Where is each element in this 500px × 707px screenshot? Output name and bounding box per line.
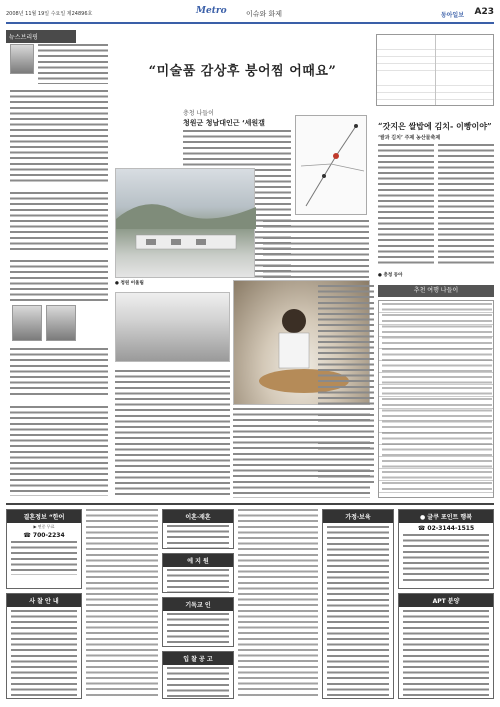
ad-point-phone: ☎ 02-3144-1515 xyxy=(417,525,475,532)
ad-apartment[interactable] xyxy=(398,593,494,699)
ad-point-title: ● 글쿠 포인트 행복 xyxy=(399,510,493,523)
ad-family-title: 가정‧보육 xyxy=(323,510,393,523)
section-title: Metro xyxy=(196,6,227,16)
travel-box-title: 추천 여행 나들이 xyxy=(378,285,494,297)
travel-listing-text xyxy=(382,303,492,493)
ad-column-4 xyxy=(238,509,318,699)
ad-point-text xyxy=(403,534,489,584)
page-header xyxy=(6,6,494,24)
brief-text-3 xyxy=(10,192,108,252)
right-text-1 xyxy=(378,144,434,264)
body-text-left xyxy=(115,370,230,498)
ad-temple[interactable] xyxy=(6,593,82,699)
portrait-photo-2 xyxy=(12,305,42,341)
map-lines-icon xyxy=(296,116,368,216)
gallery-landscape-photo xyxy=(115,168,255,278)
ad-wedding[interactable] xyxy=(6,509,82,589)
ad-wedding-phone: ☎ 700-2234 xyxy=(23,532,65,539)
ad-bid-text xyxy=(167,667,229,699)
ad-temple-text xyxy=(11,610,77,698)
portrait-photo xyxy=(10,44,34,74)
brief-text-2 xyxy=(10,90,108,182)
ad-column-2 xyxy=(86,509,158,699)
ad-agency-title: 에 지 원 xyxy=(163,554,233,567)
info-table xyxy=(376,34,494,106)
middle-text xyxy=(318,285,374,485)
portrait-photo-3 xyxy=(46,305,76,341)
section-tag-bottom: ● 청원 어울림 xyxy=(115,281,144,286)
ad-bid-title: 입 찰 공 고 xyxy=(163,652,233,665)
interior-photo xyxy=(115,292,230,362)
ad-family-text xyxy=(327,526,389,698)
brief-text-4 xyxy=(10,260,108,302)
main-title: 청원군 청남대인근 ‘세원갤 xyxy=(183,119,265,127)
ad-remarriage-title: 이혼‧재혼 xyxy=(163,510,233,523)
subsection-title: 이슈와 화제 xyxy=(246,10,283,18)
left-column xyxy=(6,30,110,500)
issue-date: 2008년 11월 19일 수요일 제24896호 xyxy=(6,11,93,17)
landscape-graphic xyxy=(116,169,256,279)
ad-wedding-text xyxy=(11,541,77,575)
ad-christian[interactable] xyxy=(162,597,234,647)
page-number: A23 xyxy=(474,7,494,17)
ad-point[interactable] xyxy=(398,509,494,589)
right-subline: ‘쌀과 김치’ 주제 농산물축제 xyxy=(378,135,441,141)
ad-apartment-text xyxy=(403,610,489,698)
ad-family[interactable] xyxy=(322,509,394,699)
brief-text-5 xyxy=(10,348,108,398)
ad-wedding-title: 결혼정보 “한어 xyxy=(7,510,81,523)
ad-apartment-title: APT 분양 xyxy=(399,594,493,607)
ad-remarriage[interactable] xyxy=(162,509,234,549)
paper-name: 동아일보 xyxy=(440,12,464,19)
classified-ads xyxy=(6,503,494,701)
location-map xyxy=(295,115,367,215)
main-headline: “미술품 감상후 붕어찜 어때요” xyxy=(148,64,337,79)
ad-agency[interactable] xyxy=(162,553,234,593)
ad-temple-title: 사 찰 안 내 xyxy=(7,594,81,607)
ad-christian-text xyxy=(167,613,229,647)
section-tag-mid: ● 충청 동아 xyxy=(378,273,403,278)
right-text-2 xyxy=(438,144,494,264)
travel-listing xyxy=(378,300,494,498)
brief-text-1 xyxy=(38,44,108,84)
ad-bid[interactable] xyxy=(162,651,234,699)
right-headline: “갓지은 쌀밥에 김치- 이빵이야” xyxy=(378,121,492,131)
ad-remarriage-text xyxy=(167,525,229,549)
main-subhead: 충청 나들이 xyxy=(183,110,214,117)
news-brief-title: 뉴스브리핑 xyxy=(6,30,76,43)
brief-text-6 xyxy=(10,406,108,496)
ad-agency-text xyxy=(167,569,229,593)
ad-wedding-line: ▶ 연중 무료 xyxy=(33,524,55,529)
ad-christian-title: 기독교 인 xyxy=(163,598,233,611)
side-text xyxy=(263,220,369,278)
